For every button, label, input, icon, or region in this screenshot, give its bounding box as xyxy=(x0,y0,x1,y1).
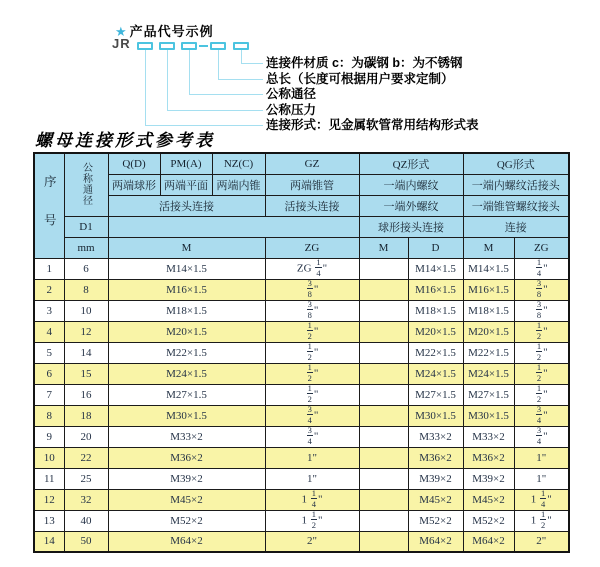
product-code-prefix: JR xyxy=(112,36,131,51)
header-unit-m3: M xyxy=(463,237,514,258)
code-box-5 xyxy=(233,42,249,50)
cell-seq: 1 xyxy=(34,258,64,279)
cell-nominal-diameter: 18 xyxy=(64,405,108,426)
cell-qz-m xyxy=(359,426,408,447)
cell-gz-thread: $\frac{1}{2}$ " xyxy=(265,342,359,363)
cell-qz-m xyxy=(359,258,408,279)
cell-nominal-diameter: 10 xyxy=(64,300,108,321)
cell-m-thread: M20×1.5 xyxy=(108,321,265,342)
cell-m-thread: M24×1.5 xyxy=(108,363,265,384)
header-qz-form: QZ形式 xyxy=(359,153,463,174)
table-row xyxy=(34,363,569,384)
cell-nominal-diameter: 12 xyxy=(64,321,108,342)
cell-qg-m: M16×1.5 xyxy=(463,279,514,300)
cell-m-thread: M64×2 xyxy=(108,531,265,552)
diagram-label-diameter: 公称通径 xyxy=(266,87,317,101)
cell-seq: 8 xyxy=(34,405,64,426)
cell-qg-m: M33×2 xyxy=(463,426,514,447)
cell-gz-thread: 1 $\frac{1}{2}$ " xyxy=(265,510,359,531)
connector-line xyxy=(218,79,263,80)
header-qg-desc: 一端内螺纹活接头 xyxy=(463,174,569,195)
header-qg-form: QG形式 xyxy=(463,153,569,174)
cell-qz-m xyxy=(359,342,408,363)
cell-qz-m xyxy=(359,489,408,510)
table-row xyxy=(34,489,569,510)
cell-qz-m xyxy=(359,468,408,489)
header-unit-mm: mm xyxy=(64,237,108,258)
cell-seq: 4 xyxy=(34,321,64,342)
cell-seq: 7 xyxy=(34,384,64,405)
diagram-label-connection: 连接形式：见金属软管常用结构形式表 xyxy=(266,118,479,132)
cell-qg-m: M64×2 xyxy=(463,531,514,552)
header-qz-connection: 一端外螺纹 xyxy=(359,195,463,216)
header-unit-zg2: ZG xyxy=(514,237,569,258)
table-title: 螺母连接形式参考表 xyxy=(35,131,215,150)
cell-qz-m xyxy=(359,405,408,426)
table-row xyxy=(34,531,569,552)
cell-gz-thread: $\frac{3}{4}$ " xyxy=(265,405,359,426)
header-code-nz: NZ(C) xyxy=(212,153,265,174)
cell-qg-zg: $\frac{3}{8}$ " xyxy=(514,300,569,321)
cell-qg-m: M27×1.5 xyxy=(463,384,514,405)
cell-qg-zg: $\frac{1}{2}$ " xyxy=(514,363,569,384)
cell-qg-m: M36×2 xyxy=(463,447,514,468)
cell-gz-thread: ZG $\frac{1}{4}$ " xyxy=(265,258,359,279)
cell-qz-d: M20×1.5 xyxy=(408,321,463,342)
code-dash xyxy=(199,45,208,47)
table-row xyxy=(34,258,569,279)
cell-qg-m: M45×2 xyxy=(463,489,514,510)
cell-qz-m xyxy=(359,447,408,468)
cell-qz-d: M36×2 xyxy=(408,447,463,468)
cell-qz-m xyxy=(359,321,408,342)
header-unit-m1: M xyxy=(108,237,265,258)
cell-m-thread: M45×2 xyxy=(108,489,265,510)
cell-m-thread: M27×1.5 xyxy=(108,384,265,405)
header-empty-cell xyxy=(108,216,359,237)
cell-qz-d: M16×1.5 xyxy=(408,279,463,300)
connector-line xyxy=(218,50,219,79)
cell-m-thread: M39×2 xyxy=(108,468,265,489)
cell-seq: 13 xyxy=(34,510,64,531)
header-qz-d1: 球形接头连接 xyxy=(359,216,463,237)
header-nominal-diameter: 公称通径 xyxy=(64,153,108,216)
cell-seq: 2 xyxy=(34,279,64,300)
cell-seq: 12 xyxy=(34,489,64,510)
cell-qg-zg: 1" xyxy=(514,447,569,468)
header-qz-desc: 一端内螺纹 xyxy=(359,174,463,195)
cell-nominal-diameter: 15 xyxy=(64,363,108,384)
header-code-gz: GZ xyxy=(265,153,359,174)
table-row xyxy=(34,447,569,468)
cell-nominal-diameter: 16 xyxy=(64,384,108,405)
cell-m-thread: M30×1.5 xyxy=(108,405,265,426)
table-row xyxy=(34,321,569,342)
cell-m-thread: M52×2 xyxy=(108,510,265,531)
cell-qg-zg: $\frac{1}{4}$ " xyxy=(514,258,569,279)
cell-qz-d: M18×1.5 xyxy=(408,300,463,321)
cell-gz-thread: $\frac{1}{2}$ " xyxy=(265,321,359,342)
cell-gz-thread: 1" xyxy=(265,468,359,489)
cell-m-thread: M18×1.5 xyxy=(108,300,265,321)
cell-qg-m: M52×2 xyxy=(463,510,514,531)
cell-m-thread: M36×2 xyxy=(108,447,265,468)
star-icon: ★ xyxy=(115,24,128,39)
cell-gz-thread: 1" xyxy=(265,447,359,468)
code-box-3 xyxy=(181,42,197,50)
table-row xyxy=(34,510,569,531)
cell-m-thread: M16×1.5 xyxy=(108,279,265,300)
cell-nominal-diameter: 40 xyxy=(64,510,108,531)
cell-nominal-diameter: 25 xyxy=(64,468,108,489)
connector-line xyxy=(145,50,146,125)
diagram-label-pressure: 公称压力 xyxy=(266,103,317,117)
header-qg-connection: 一端锥管螺纹接头 xyxy=(463,195,569,216)
cell-qg-m: M30×1.5 xyxy=(463,405,514,426)
cell-qg-zg: 2" xyxy=(514,531,569,552)
cell-seq: 9 xyxy=(34,426,64,447)
cell-gz-thread: $\frac{1}{2}$ " xyxy=(265,363,359,384)
table-row xyxy=(34,468,569,489)
cell-qg-m: M18×1.5 xyxy=(463,300,514,321)
cell-qg-zg: $\frac{3}{4}$ " xyxy=(514,405,569,426)
cell-m-thread: M14×1.5 xyxy=(108,258,265,279)
cell-nominal-diameter: 50 xyxy=(64,531,108,552)
cell-qz-m xyxy=(359,363,408,384)
cell-qz-d: M45×2 xyxy=(408,489,463,510)
table-row xyxy=(34,300,569,321)
code-box-1 xyxy=(137,42,153,50)
cell-qz-d: M24×1.5 xyxy=(408,363,463,384)
table-row xyxy=(34,342,569,363)
cell-qz-d: M33×2 xyxy=(408,426,463,447)
header-gz-connection: 活接头连接 xyxy=(265,195,359,216)
cell-qz-d: M27×1.5 xyxy=(408,384,463,405)
cell-qz-d: M39×2 xyxy=(408,468,463,489)
connector-line xyxy=(189,50,190,94)
code-box-4 xyxy=(210,42,226,50)
cell-qz-m xyxy=(359,384,408,405)
diagram-heading-text: 产品代号示例 xyxy=(129,24,214,39)
cell-seq: 5 xyxy=(34,342,64,363)
cell-qg-zg: $\frac{3}{4}$ " xyxy=(514,426,569,447)
header-unit-zg1: ZG xyxy=(265,237,359,258)
header-q-desc: 两端球形 xyxy=(108,174,160,195)
cell-qg-zg: $\frac{1}{2}$ " xyxy=(514,321,569,342)
cell-seq: 6 xyxy=(34,363,64,384)
cell-qg-zg: 1" xyxy=(514,468,569,489)
table-body xyxy=(34,258,569,552)
table-row xyxy=(34,384,569,405)
cell-seq: 11 xyxy=(34,468,64,489)
cell-m-thread: M33×2 xyxy=(108,426,265,447)
diagram-label-length: 总长（长度可根据用户要求定制） xyxy=(266,72,454,86)
cell-qg-m: M39×2 xyxy=(463,468,514,489)
cell-qg-zg: $\frac{3}{8}$ " xyxy=(514,279,569,300)
cell-qz-d: M64×2 xyxy=(408,531,463,552)
cell-qg-m: M14×1.5 xyxy=(463,258,514,279)
table-row xyxy=(34,279,569,300)
cell-gz-thread: $\frac{3}{8}$ " xyxy=(265,300,359,321)
header-qg-d1: 连接 xyxy=(463,216,569,237)
cell-qg-zg: $\frac{1}{2}$ " xyxy=(514,384,569,405)
cell-nominal-diameter: 8 xyxy=(64,279,108,300)
cell-gz-thread: $\frac{3}{8}$ " xyxy=(265,279,359,300)
connector-line xyxy=(241,50,242,63)
cell-qg-zg: 1 $\frac{1}{4}$ " xyxy=(514,489,569,510)
cell-nominal-diameter: 32 xyxy=(64,489,108,510)
code-box-2 xyxy=(159,42,175,50)
header-code-q: Q(D) xyxy=(108,153,160,174)
cell-qg-m: M24×1.5 xyxy=(463,363,514,384)
cell-qg-m: M22×1.5 xyxy=(463,342,514,363)
cell-qz-m xyxy=(359,279,408,300)
cell-nominal-diameter: 6 xyxy=(64,258,108,279)
header-union-connection: 活接头连接 xyxy=(108,195,265,216)
header-unit-m2: M xyxy=(359,237,408,258)
cell-qg-zg: 1 $\frac{1}{2}$ " xyxy=(514,510,569,531)
cell-nominal-diameter: 20 xyxy=(64,426,108,447)
cell-gz-thread: $\frac{1}{2}$ " xyxy=(265,384,359,405)
header-gz-desc: 两端锥管 xyxy=(265,174,359,195)
header-unit-d: D xyxy=(408,237,463,258)
header-nz-desc: 两端内锥 xyxy=(212,174,265,195)
cell-m-thread: M22×1.5 xyxy=(108,342,265,363)
cell-qz-m xyxy=(359,300,408,321)
connector-line xyxy=(167,50,168,110)
table-row xyxy=(34,405,569,426)
connector-line xyxy=(189,94,263,95)
cell-seq: 10 xyxy=(34,447,64,468)
cell-qz-d: M14×1.5 xyxy=(408,258,463,279)
cell-gz-thread: 1 $\frac{1}{4}$ " xyxy=(265,489,359,510)
header-code-pm: PM(A) xyxy=(160,153,212,174)
cell-qz-m xyxy=(359,531,408,552)
cell-qz-d: M52×2 xyxy=(408,510,463,531)
nut-connection-reference-table xyxy=(33,152,570,553)
cell-nominal-diameter: 22 xyxy=(64,447,108,468)
cell-gz-thread: $\frac{3}{4}$ " xyxy=(265,426,359,447)
cell-seq: 3 xyxy=(34,300,64,321)
diagram-label-material: 连接件材质 c：为碳钢 b：为不锈钢 xyxy=(266,56,463,70)
cell-qz-d: M30×1.5 xyxy=(408,405,463,426)
cell-qz-m xyxy=(359,510,408,531)
connector-line xyxy=(241,63,263,64)
cell-qg-m: M20×1.5 xyxy=(463,321,514,342)
cell-seq: 14 xyxy=(34,531,64,552)
table-row xyxy=(34,426,569,447)
header-seq: 序号 xyxy=(34,153,64,258)
cell-nominal-diameter: 14 xyxy=(64,342,108,363)
header-d1: D1 xyxy=(64,216,108,237)
cell-qz-d: M22×1.5 xyxy=(408,342,463,363)
cell-gz-thread: 2" xyxy=(265,531,359,552)
header-pm-desc: 两端平面 xyxy=(160,174,212,195)
cell-qg-zg: $\frac{1}{2}$ " xyxy=(514,342,569,363)
connector-line xyxy=(167,110,263,111)
